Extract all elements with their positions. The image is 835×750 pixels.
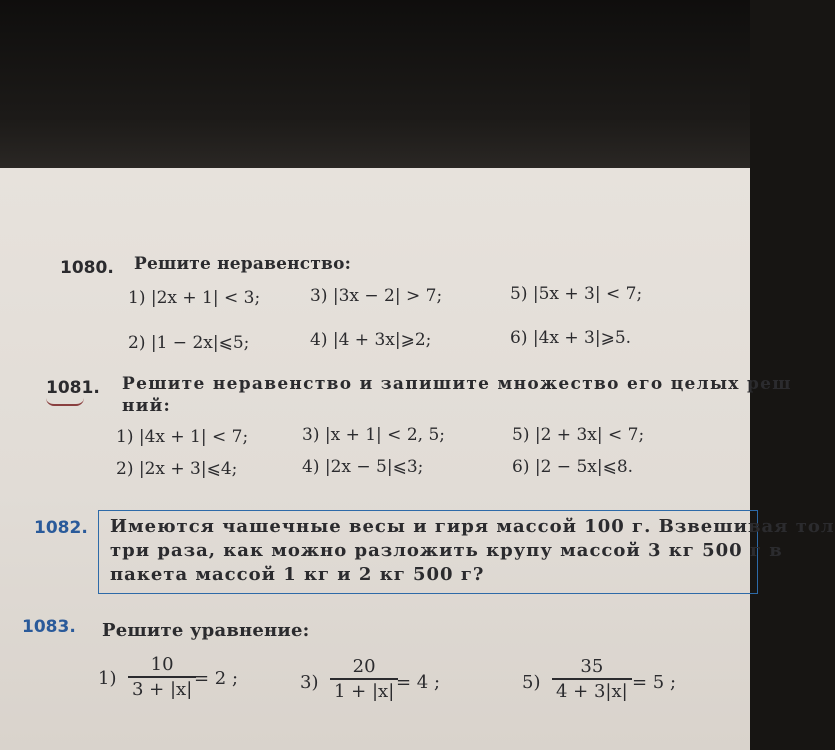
equation-label: 3) (300, 672, 319, 693)
problem-1081-heading-cont: ний: (122, 396, 172, 416)
problem-1081-item: 2) |2x + 3|⩽4; (116, 459, 238, 479)
problem-1082-line: пакета массой 1 кг и 2 кг 500 г? (110, 564, 485, 585)
problem-1082-line: Имеются чашечные весы и гиря массой 100 г. Взвешивая тол (110, 516, 835, 537)
problem-1080-number: 1080. (60, 258, 114, 278)
fraction-denominator: 1 + |x| (334, 680, 395, 702)
problem-1080-heading: Решите неравенство: (134, 254, 352, 274)
equation-label: 1) (98, 668, 117, 689)
problem-1081-heading: Решите неравенство и запишите множество его целых реш (122, 374, 792, 394)
problem-1080-item: 4) |4 + 3x|⩾2; (310, 330, 432, 350)
problem-1080-item: 1) |2x + 1| < 3; (128, 288, 261, 308)
fraction-denominator: 4 + 3|x| (556, 680, 628, 702)
equation-rhs: = 4 ; (396, 672, 441, 693)
equation-fraction (552, 656, 632, 702)
problem-1080-item: 3) |3x − 2| > 7; (310, 286, 443, 306)
problem-1082-number: 1082. (34, 518, 88, 538)
equation-fraction (330, 656, 398, 702)
problem-1081-item: 5) |2 + 3x| < 7; (512, 425, 645, 445)
fraction-bar (552, 678, 632, 680)
photo-background (0, 0, 750, 168)
problem-1083-heading: Решите уравнение: (102, 620, 310, 641)
fraction-numerator: 35 (580, 656, 604, 677)
problem-1081-item: 3) |x + 1| < 2, 5; (302, 425, 445, 445)
problem-1080-item: 5) |5x + 3| < 7; (510, 284, 643, 304)
fraction-numerator: 10 (150, 654, 174, 675)
pen-underline-mark (46, 398, 84, 406)
problem-1080-item: 2) |1 − 2x|⩽5; (128, 333, 250, 353)
equation-label: 5) (522, 672, 541, 693)
fraction-numerator: 20 (352, 656, 376, 677)
fraction-denominator: 3 + |x| (132, 678, 193, 700)
problem-1082-line: три раза, как можно разложить крупу массой 3 кг 500 г в (110, 540, 783, 561)
equation-rhs: = 2 ; (194, 668, 239, 689)
problem-1083-number: 1083. (22, 617, 76, 637)
problem-1081-item: 4) |2x − 5|⩽3; (302, 457, 424, 477)
equation-rhs: = 5 ; (632, 672, 677, 693)
problem-1081-item: 6) |2 − 5x|⩽8. (512, 457, 634, 477)
problem-1081-item: 1) |4x + 1| < 7; (116, 427, 249, 447)
fraction-bar (128, 676, 196, 678)
fraction-bar (330, 678, 398, 680)
problem-1081-number: 1081. (46, 378, 100, 398)
problem-1080-item: 6) |4x + 3|⩾5. (510, 328, 632, 348)
equation-fraction (128, 654, 196, 700)
